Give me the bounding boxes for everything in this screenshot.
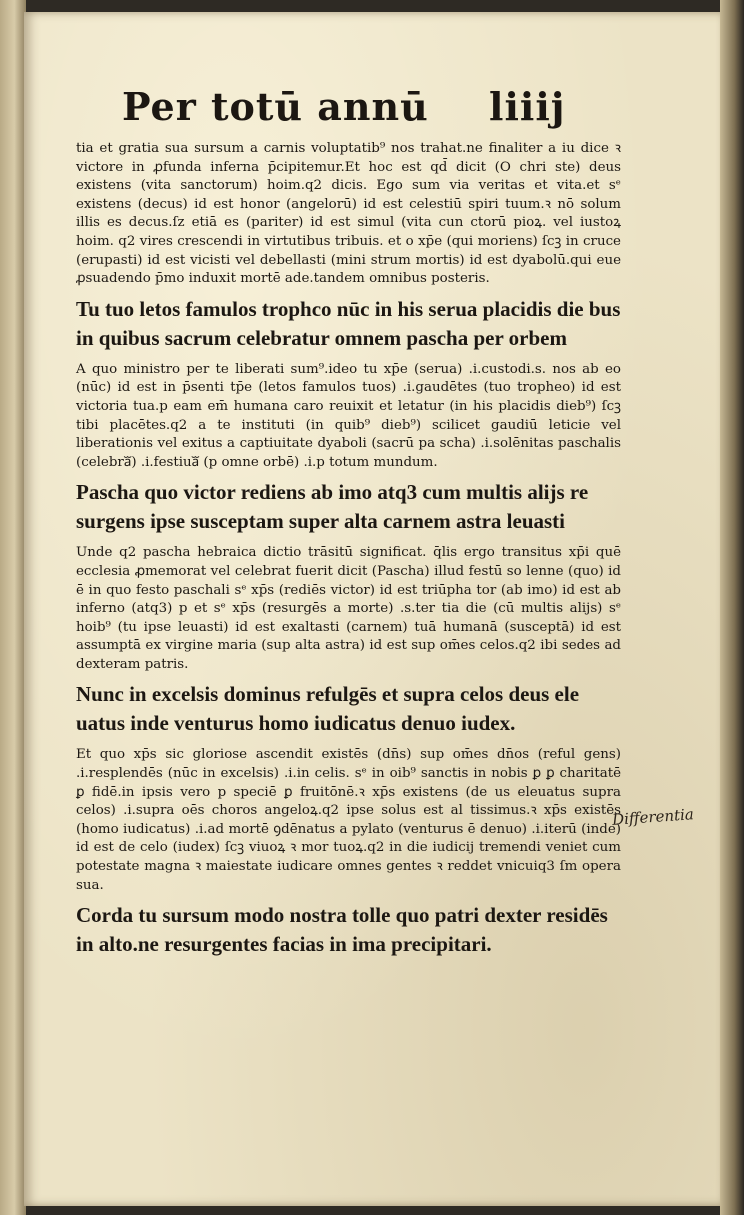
hymn-verse: Nunc in excelsis dominus refulgēs et supra celos deus ele uatus inde venturus homo iudicatus denuo iudex.	[76, 682, 580, 736]
page-text-block	[76, 80, 621, 967]
page-gutter-shadow	[720, 0, 744, 1215]
commentary-paragraph: tia et gratia sua sursum a carnis voluptatib⁹ nos trahat.ne finaliter a iu dice ꝛ victore in ꝓfunda inferna p̄cipitemur.Et hoc est qd̄ dicit (O chri ste) deus existens (vita sanctorum) hoim.q2 dicis. Ego sum via veritas et vita.et sᵉ existens (decus) id est honor (angelorū) id est celestiū spiri tuum.ꝛ nō solum illis es decus.ſz etiā es (pariter) id est simul (vita cun ctorū pioꝝ. vel iustoꝝ hoim. q2 vires crescendi in virtutibus tribuis. et o xp̄e (qui moriens) ſcꝫ in cruce (erupasti) id est vicisti vel debellasti (mini strum mortis) id est dyabolū.qui eue ꝓsuadendo p̄mo induxit mortē ade.tandem omnibus posteris.	[76, 141, 621, 287]
hymn-verse: Tu tuo letos famulos trophco nūc in his serua placidis die bus in quibus sacrum celebratur omnem pascha per orbem	[76, 296, 621, 350]
previous-page-edge	[0, 0, 26, 1215]
hymn-verse: Corda tu sursum modo nostra tolle quo patri dexter residēs in alto.ne resurgentes facias in ima precipitari.	[76, 903, 608, 957]
commentary-paragraph: Et quo xp̄s sic gloriose ascendit existēs (dn̄s) sup om̄es dn̄os (reful gens) .i.resplendēs (nūc in excelsis) .i.in celis. sᵉ in oib⁹ sanctis in nobis ꝑ ꝑ charitatē ꝑ fidē.in ipsis vero p speciē ꝑ fruitōnē.ꝛ xp̄s existens (de us eleuatus supra celos) .i.supra oēs choros angeloꝝ.q2 ipse solus est al tissimus.ꝛ xp̄s existēs (homo iudicatus) .i.ad mortē ꝯdēnatus a pylato (venturus ē denuo) .i.iterū (inde) id est de celo (iudex) ſcꝫ viuoꝝ ꝛ mor tuoꝝ.q2 in die iudicij tremendi veniet cum potestate magna ꝛ maiestate iudicare omnes gentes ꝛ reddet vnicuiq3 ſm opera sua.	[76, 747, 621, 893]
running-head	[122, 80, 621, 134]
hymn-verse: Pascha quo victor rediens ab imo atq3 cum multis alijs re surgens ipse susceptam super alta carnem astra leuasti	[76, 480, 589, 534]
handwritten-marginal-note: Differentia	[611, 805, 695, 829]
commentary-paragraph: A quo ministro per te liberati sum⁹.ideo tu xp̄e (serua) .i.custodi.s. nos ab eo (nūc) id est in p̄senti tp̄e (letos famulos tuos) .i.gaudētes (tuo tropheo) id est victoria tua.p eam em̄ humana caro reuixit et letatur (in his placidis dieb⁹) ſcꝫ tibi placētes.q2 a te instituti (in quib⁹ dieb⁹) scilicet gaudiū leticie vel liberationis vel exitus a captiuitate dyaboli (sacrū pa scha) .i.solēnitas paschalis (celebraᷓ) .i.festiuaᷓ (p omne orbē) .i.p totum mundum.	[76, 361, 621, 470]
commentary-paragraph: Unde q2 pascha hebraica dictio trāsitū significat. q̄lis ergo transitus xp̄i quē ecclesia ꝓmemorat vel celebrat fuerit dicit (Pascha) illud festū so lenne (quo) id ē in quo festo paschali sᵉ xp̄s (rediēs victor) id est triūpha tor (ab imo) id est ab inferno (atq3) p et sᵉ xp̄s (resurgēs a morte) .s.ter tia die (cū multis alijs) sᵉ hoib⁹ (tu ipse leuasti) id est exaltasti (carnem) tuā humanā (susceptā) id est assumptā ex virgine maria (sup alta astra) id est sup om̄es celos.q2 ibi sedes ad dexteram patris.	[76, 545, 621, 672]
folio-number: liiij	[489, 84, 566, 129]
running-head-title: Per totū annū	[122, 84, 429, 129]
